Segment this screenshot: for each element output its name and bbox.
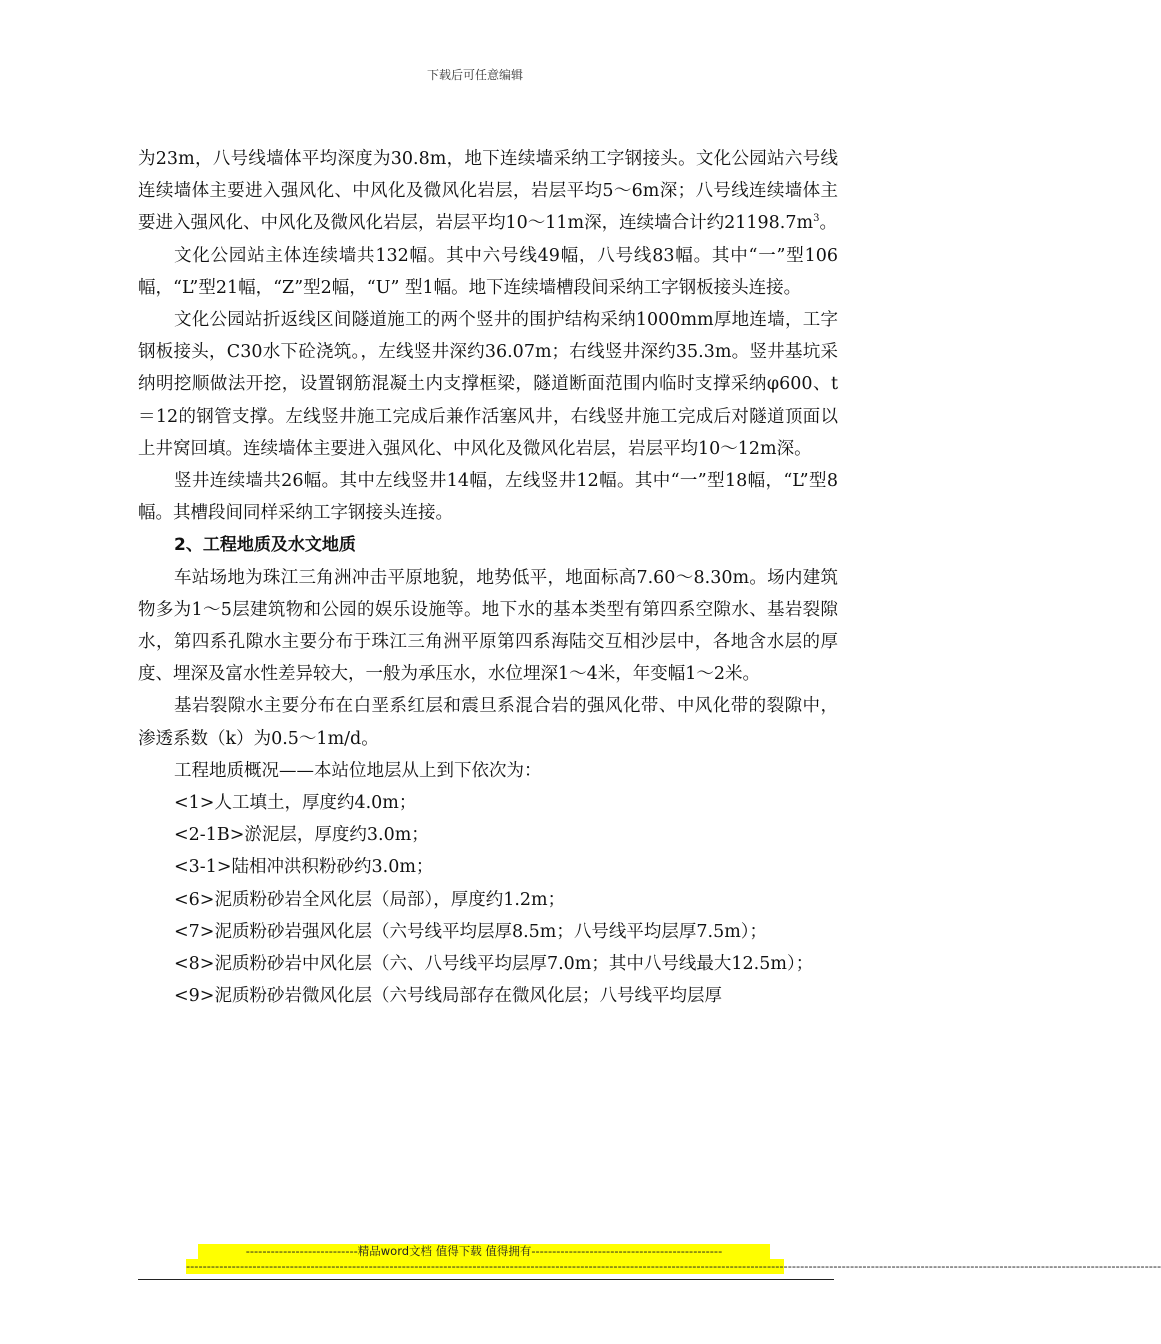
paragraph-shaft-wall: 竖井连续墙共26幅。其中左线竖井14幅，左线竖井12幅。其中“一”型18幅，“L”型8幅。其槽段间同样采纳工字钢接头连接。: [138, 471, 838, 524]
footer-dash-line: -------------------------------------------------------------------------------------------------------------------------------------------------------------------------------------------------------------------------------------------: [186, 1259, 1161, 1273]
layer-item: <8>泥质粉砂岩中风化层（六、八号线平均层厚7.0m；其中八号线最大12.5m）；: [174, 954, 814, 975]
paragraph-geology-intro: 工程地质概况——本站位地层从上到下依次为：: [174, 760, 542, 781]
paragraph-main-wall: 文化公园站主体连续墙共132幅。其中六号线49幅，八号线83幅。其中“一”型106幅，“L”型21幅，“Z”型2幅，“U” 型1幅。地下连续墙槽段间采纳工字钢板接头连接。: [138, 245, 838, 298]
footer-divider: [138, 1279, 834, 1280]
paragraph-end: 。: [819, 213, 837, 234]
paragraph-text: 为23m，八号线墙体平均深度为30.8m，地下连续墙采纳工字钢接头。文化公园站六号线连续墙体主要进入强风化、中风化及微风化岩层，岩层平均5～6m深；八号线连续墙体主要进入强风化、中风化及微风化岩层，岩层平均10～11m深，连续墙合计约21198.7m: [138, 149, 838, 234]
layer-item: <6>泥质粉砂岩全风化层（局部），厚度约1.2m；: [174, 889, 566, 910]
footer-banner: ---------------------------精品word文档 值得下载 值得拥有----------------------------------------------: [198, 1244, 770, 1259]
layer-item: <7>泥质粉砂岩强风化层（六号线平均层厚8.5m；八号线平均层厚7.5m）；: [174, 921, 768, 942]
paragraph-site-conditions: 车站场地为珠江三角洲冲击平原地貌，地势低平，地面标高7.60～8.30m。场内建筑物多为1～5层建筑物和公园的娱乐设施等。地下水的基本类型有第四系空隙水、基岩裂隙水，第四系孔隙水主要分布于珠江三角洲平原第四系海陆交互相沙层中，各地含水层的厚度、埋深及富水性差异较大，一般为承压水，水位埋深1～4米，年变幅1～2米。: [138, 567, 838, 685]
paragraph-wall-depth: [138, 143, 838, 240]
layer-item: <3-1>陆相冲洪积粉砂约3.0m；: [174, 857, 434, 878]
page-header: 下载后可任意编辑: [426, 68, 523, 82]
layer-item: <2-1B>淤泥层，厚度约3.0m；: [174, 825, 429, 846]
paragraph-bedrock-water: 基岩裂隙水主要分布在白垩系红层和震旦系混合岩的强风化带、中风化带的裂隙中，渗透系数（k）为0.5～1m/d。: [138, 696, 838, 749]
layer-item: <1>人工填土，厚度约4.0m；: [174, 793, 417, 814]
document-body: [138, 143, 838, 1012]
section-heading: 2、工程地质及水文地质: [174, 535, 356, 556]
layer-item: <9>泥质粉砂岩微风化层（六号线局部存在微风化层；八号线平均层厚: [174, 986, 722, 1007]
superscript: 3: [813, 213, 820, 225]
paragraph-shaft-structure: 文化公园站折返线区间隧道施工的两个竖井的围护结构采纳1000mm厚地连墙，工字钢板接头，C30水下砼浇筑。，左线竖井深约36.07m；右线竖井深约35.3m。竖井基坑采纳明挖顺做法开挖，设置钢筋混凝土内支撑框梁，隧道断面范围内临时支撑采纳φ600、t＝12的钢管支撑。左线竖井施工完成后兼作活塞风井，右线竖井施工完成后对隧道顶面以上井窝回填。连续墙体主要进入强风化、中风化及微风化岩层，岩层平均10～12m深。: [138, 310, 838, 459]
